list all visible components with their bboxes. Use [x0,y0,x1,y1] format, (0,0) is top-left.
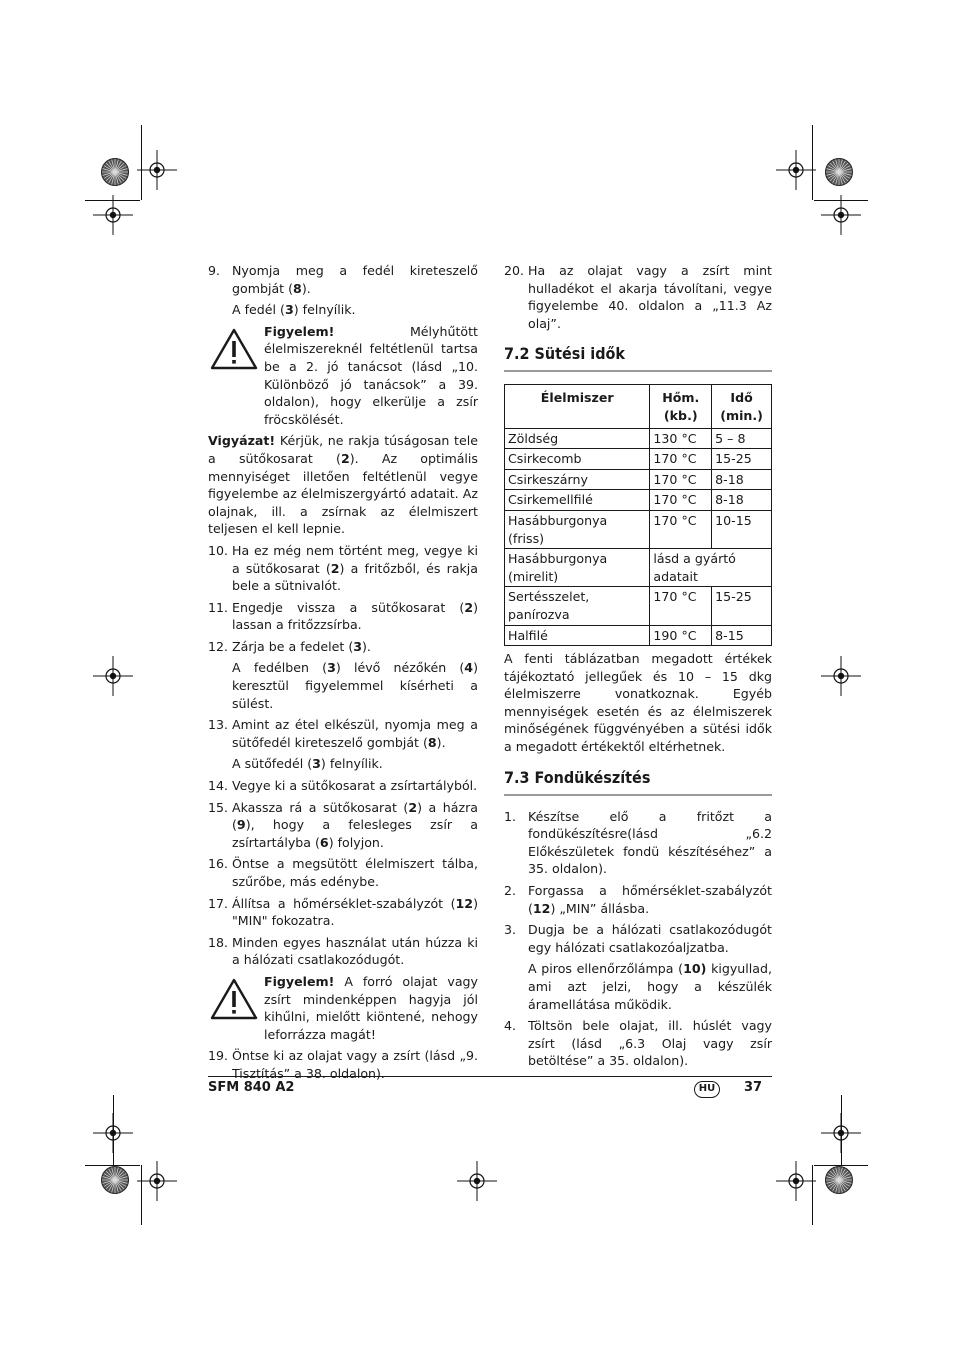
part-ref: 3 [353,638,362,654]
item-text: kigyullad, ami azt jelzi, hogy a készülék áramellátása működik. [528,961,773,1012]
item-text: Ha ez még nem történt meg, vegye ki a sütőkosarat ( [232,542,478,576]
item-text: Öntse ki az olajat vagy a zsírt (lásd „9. Tisztítás” a 38. oldalon). [232,1048,478,1081]
column-header: Idő (min.) [712,385,772,428]
crosshair-registration-mark-icon [93,195,133,235]
item-number: 2. [504,883,517,899]
section-heading: 7.2 Sütési idők [504,344,772,372]
table-cell: 170 °C [650,449,712,470]
page-number: 37 [744,1080,763,1095]
item-text: Engedje vissza a sütőkosarat ( [232,599,465,615]
table-row [505,449,772,470]
crop-mark [141,1165,142,1225]
item-number: 16. [208,856,229,872]
table-cell: 170 °C [650,469,712,490]
starburst-test-pattern-icon [100,1165,130,1195]
item-text: ) felnyílik. [320,756,383,772]
item-text: Akassza rá a sütőkosarat ( [232,799,409,815]
table-cell: Sertésszelet, panírozva [505,587,650,625]
warning-triangle-icon [210,327,258,371]
table-cell: Hasábburgonya (mirelit) [505,549,650,587]
item-text: ) a fritőzből, és rakja bele a sütnivalót. [232,560,478,594]
item-text: ) lévő nézőkén ( [335,660,465,676]
part-ref: 2 [464,599,474,615]
table-cell: 8-18 [712,490,772,511]
crosshair-registration-mark-icon [137,1161,177,1201]
item-text: Ha az olajat vagy a zsírt mint hulladékot el akarja távolítani, vegye figyelembe 40. oldalon a „11.3 Az olaj”. [528,263,772,331]
table-header-row [505,385,772,428]
item-text: ). [301,280,311,296]
caution-label: Vigyázat! [208,433,276,449]
part-ref: 2 [340,450,350,466]
warning-note [208,323,478,429]
item-text: A fedélben ( [232,660,328,676]
item-text: Nyomja meg a fedél kireteszelő gombját ( [232,263,478,296]
part-ref: 3 [327,660,336,676]
list-item [208,638,478,656]
language-badge: HU [694,1081,720,1098]
list-subparagraph [208,755,478,773]
crop-mark [814,200,868,201]
item-number: 20. [504,263,525,278]
item-number: 4. [504,1018,517,1034]
item-number: 14. [208,778,229,794]
list-item [504,882,772,917]
table-cell: lásd a gyártó adatait [650,549,772,587]
item-text: ). [362,638,371,654]
table-cell: 8-15 [712,625,772,646]
caution-text: ). Az optimális mennyiséget illetően feltétlenül vegye figyelembe az élelmiszergyártó adatait. Az olajnak, ill. a zsírnak az élelmiszert teljesen el kell lepnie. [208,450,478,537]
item-text: ) a házra ( [232,799,478,833]
list-subparagraph [504,960,772,1013]
warning-label: Figyelem! [264,973,335,989]
item-text: ) keresztül figyelemmel kísérheti a sülést. [232,660,478,711]
crop-mark [841,1095,842,1165]
part-ref: 2 [408,799,418,815]
part-ref: 12 [455,895,474,911]
crosshair-registration-mark-icon [776,1161,816,1201]
section-heading: 7.3 Fondükészítés [504,768,772,796]
item-text: Amint az étel elkészül, nyomja meg a sütőfedél kireteszelő gombját ( [232,717,478,750]
column-header: Élelmiszer [505,385,650,428]
item-number: 18. [208,934,229,950]
list-item [208,934,478,969]
table-row [505,510,772,548]
item-text: ) felnyílik. [293,302,356,318]
table-row [505,587,772,625]
item-number: 10. [208,542,229,558]
part-ref: 4 [464,660,474,676]
part-ref: 10) [683,961,707,977]
starburst-test-pattern-icon [100,157,130,187]
list-item [504,1017,772,1070]
item-number: 15. [208,799,229,815]
warning-label: Figyelem! [264,323,335,339]
part-ref: 9 [236,817,246,833]
table-row [505,469,772,490]
item-text: Minden egyes használat után húzza ki a hálózati csatlakozódugót. [232,934,478,968]
warning-text: Mélyhűtött élelmiszereknél feltétlenül tartsa be a 2. jó tanácsot (lásd „10. Különböző jó tanácsok” a 39. oldalon), hogy elkerülje a zsír fröcskölését. [264,323,478,427]
part-ref: 3 [284,302,294,318]
list-item [208,799,478,852]
list-item [208,895,478,930]
warning-note [208,973,478,1043]
item-text: ) "MIN" fokozatra. [232,895,478,929]
list-item [504,921,772,956]
table-cell: 10-15 [712,510,772,548]
table-cell: Csirkeszárny [505,469,650,490]
list-item [208,262,478,297]
table-cell: 5 – 8 [712,428,772,449]
item-text: A piros ellenőrzőlámpa ( [528,961,684,977]
item-text: ) lassan a fritőzzsírba. [232,599,478,633]
item-number: 11. [208,599,229,615]
part-ref: 6 [319,834,329,850]
table-cell: 170 °C [650,510,712,548]
item-number: 3. [504,922,517,938]
crosshair-registration-mark-icon [137,150,177,190]
list-item [208,599,478,634]
crop-mark [85,1165,140,1166]
caution-paragraph [208,432,478,538]
item-text: Vegye ki a sütőkosarat a zsírtartályból. [232,778,478,794]
crop-mark [141,125,142,200]
crosshair-registration-mark-icon [457,1161,497,1201]
item-text: ). [436,734,446,750]
list-item [208,716,478,751]
starburst-test-pattern-icon [824,1165,854,1195]
table-cell: 190 °C [650,625,712,646]
table-cell: 15-25 [712,449,772,470]
item-text: Zárja be a fedelet ( [232,638,354,654]
list-item [504,808,772,878]
part-ref: 12 [532,900,551,916]
table-cell: Zöldség [505,428,650,449]
item-number: 9. [208,263,221,278]
table-cell: Halfilé [505,625,650,646]
left-column [208,262,478,1087]
item-text: ) folyjon. [328,834,384,850]
item-text: Öntse a megsütött élelmiszert tálba, szűrőbe, más edénybe. [232,856,478,889]
table-cell: Hasábburgonya (friss) [505,510,650,548]
item-text: A fedél ( [232,302,285,318]
item-number: 19. [208,1048,229,1064]
table-cell: Csirkemellfilé [505,490,650,511]
table-row [505,490,772,511]
column-header: Hőm. (kb.) [650,385,712,428]
table-note: A fenti táblázatban megadott értékek tájékoztató jellegűek és 10 – 15 dkg élelmiszerre vonatkoznak. Egyéb mennyiségek esetén és az élelmiszerek minőségének függvényében a sütési idők a megadott értékektől eltérhetnek. [504,651,772,755]
frying-times-table [504,384,772,646]
crosshair-registration-mark-icon [776,150,816,190]
warning-triangle-icon [210,977,258,1021]
list-item [208,1047,478,1082]
item-text: Állítsa a hőmérséklet-szabályzót ( [232,895,456,911]
item-number: 12. [208,638,229,654]
starburst-test-pattern-icon [824,157,854,187]
item-number: 13. [208,717,229,733]
part-ref: 2 [330,560,340,576]
item-number: 1. [504,808,517,824]
table-cell: 8-18 [712,469,772,490]
part-ref: 8 [293,280,302,296]
crop-mark [113,1095,114,1165]
crop-mark [814,1165,868,1166]
table-cell: 170 °C [650,587,712,625]
item-text: Készítse elő a fritőzt a fondükészítésre(lásd „6.2 Előkészületek fondü készítéséhez” a 35. oldalon). [528,808,772,877]
right-column [504,262,772,1074]
caution-text: Kérjük, ne rakja túságosan tele a sütőkosarat ( [208,433,478,466]
item-text: A sütőfedél ( [232,756,313,772]
list-item [208,855,478,890]
crop-mark [812,125,813,200]
item-number: 17. [208,895,229,911]
table-row [505,428,772,449]
crop-mark [812,1165,813,1225]
list-item [504,262,772,332]
list-subparagraph [208,301,478,319]
item-text: Dugja be a hálózati csatlakozódugót egy hálózati csatlakozóaljzatba. [528,922,772,955]
item-text: Forgassa a hőmérséklet-szabályzót ( [528,883,772,916]
warning-text: A forró olajat vagy zsírt mindenképpen hagyja jól kihűlni, mielőtt kiöntené, nehogy leforrázza magát! [264,973,478,1042]
crosshair-registration-mark-icon [93,656,133,696]
crop-mark [85,200,140,201]
part-ref: 3 [312,756,321,772]
crosshair-registration-mark-icon [821,195,861,235]
item-text: ), hogy a felesleges zsír a zsírtartályba ( [232,817,478,850]
part-ref: 8 [427,734,437,750]
table-cell: 130 °C [650,428,712,449]
crosshair-registration-mark-icon [821,656,861,696]
footer-divider [208,1076,772,1077]
table-cell: Csirkecomb [505,449,650,470]
table-cell: 15-25 [712,587,772,625]
table-cell: 170 °C [650,490,712,511]
list-subparagraph [208,659,478,712]
model-number: SFM 840 A2 [208,1080,295,1095]
item-text: ) „MIN” állásba. [550,900,650,916]
table-row [505,625,772,646]
table-row [505,549,772,587]
list-item [208,777,478,795]
list-item [208,542,478,595]
item-text: Töltsön bele olajat, ill. húslét vagy zsírt (lásd „6.3 Olaj vagy zsír betöltése” a 35. oldalon). [528,1018,772,1069]
